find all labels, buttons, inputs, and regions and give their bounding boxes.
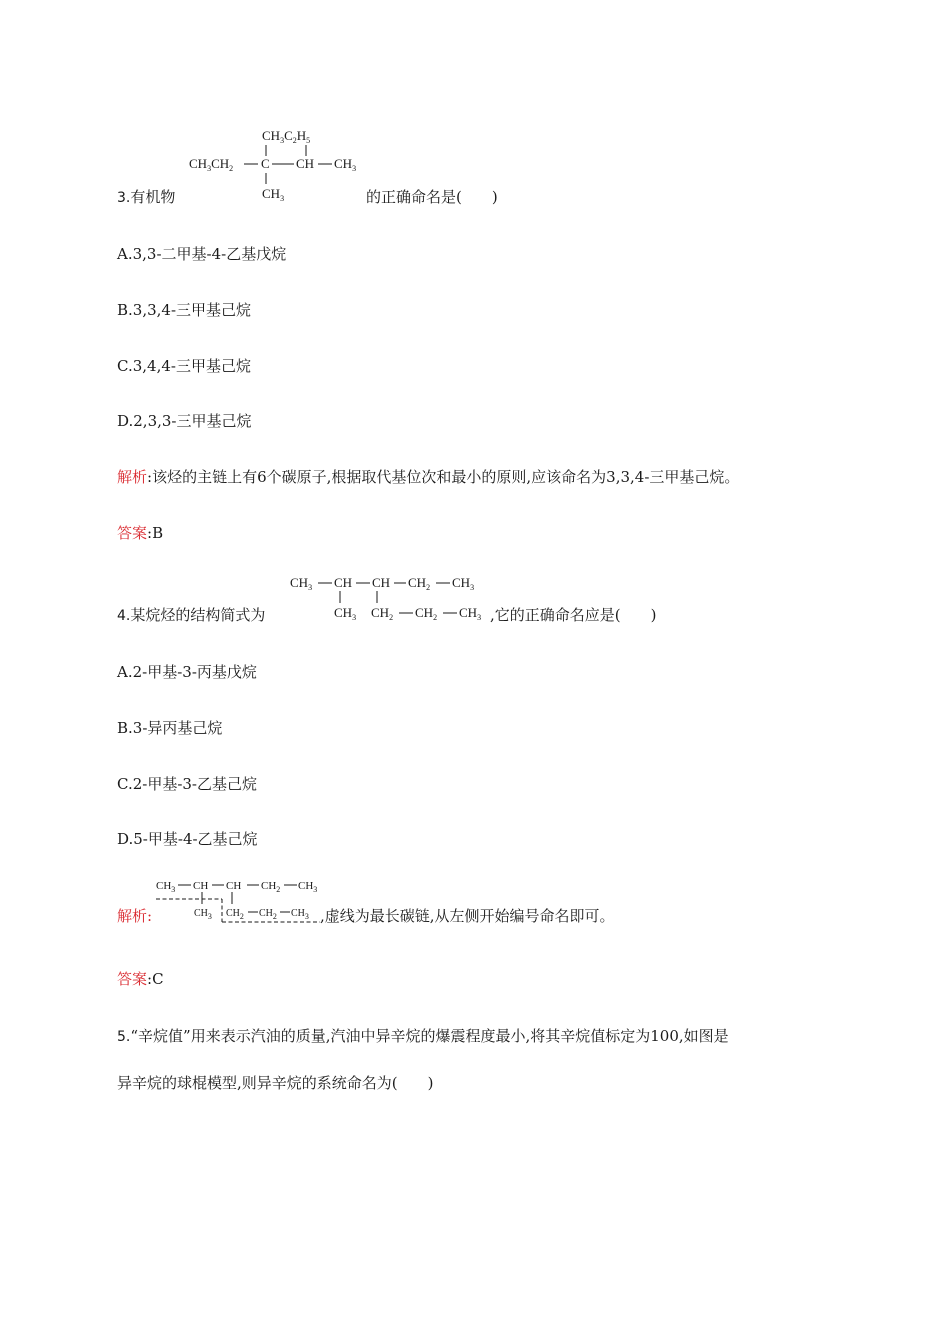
q3-option-b: B.3,3,4-三甲基己烷 xyxy=(117,301,252,319)
q4-answer-text: :C xyxy=(147,970,164,988)
q5-number: 5. xyxy=(117,1029,131,1045)
q4-option-d: D.5-甲基-4-乙基己烷 xyxy=(117,830,258,848)
svg-text:CH2: $CH_2$ xyxy=(371,605,394,622)
q4-analysis-colon: : xyxy=(147,907,153,925)
q4-stem xyxy=(117,605,265,626)
q4-answer xyxy=(117,969,164,989)
svg-text:CH3: $CH_3$ xyxy=(334,156,357,173)
svg-text:CH: CH xyxy=(193,880,209,892)
q4-stem-suffix: ,它的正确命名应是( ) xyxy=(490,606,657,624)
q4-analysis xyxy=(117,906,152,926)
q4-option-a: A.2-甲基-3-丙基戊烷 xyxy=(117,663,257,681)
q4-prefix: 某烷烃的结构简式为 xyxy=(130,606,266,624)
svg-text:CH3: $CH_3$ xyxy=(156,880,176,894)
q5-stem-line2: 异辛烷的球棍模型,则异辛烷的系统命名为( ) xyxy=(117,1074,434,1092)
q5-stem-line1 xyxy=(117,1026,729,1047)
q3-option-d: D.2,3,3-三甲基己烷 xyxy=(117,412,252,430)
q3-prefix: 有机物 xyxy=(130,188,176,206)
q3-structural-formula xyxy=(186,124,366,206)
q4-option-c: C.2-甲基-3-乙基己烷 xyxy=(117,775,258,793)
svg-text:CH3: $CH_3$ xyxy=(194,908,212,921)
svg-text:CH3: $CH_3$ xyxy=(334,605,357,622)
q5-line1-text: “辛烷值”用来表示汽油的质量,汽油中异辛烷的爆震程度最小,将其辛烷值标定为100,如图是 xyxy=(130,1027,729,1045)
q4-option-b: B.3-异丙基己烷 xyxy=(117,719,223,737)
svg-text:CH3: $CH_3$ xyxy=(290,575,313,592)
q4-analysis-label: 解析 xyxy=(117,907,148,925)
svg-text:CH3: $CH_3$ xyxy=(262,186,285,203)
svg-text:CH3CH2: $CH_3CH_2$ xyxy=(189,156,234,173)
svg-text:CH2: $CH_2$ xyxy=(259,908,277,921)
svg-text:CH: CH xyxy=(226,880,242,892)
svg-text:CH3: $CH_3$ xyxy=(459,605,482,622)
svg-text:CH2: $CH_2$ xyxy=(408,575,431,592)
q3-option-c: C.3,4,4-三甲基己烷 xyxy=(117,357,251,375)
q3-analysis-label: 解析 xyxy=(117,468,148,486)
q3-analysis xyxy=(117,467,739,487)
q3-stem-suffix: 的正确命名是( ) xyxy=(366,188,498,206)
svg-text:CH3: $CH_3$ xyxy=(452,575,475,592)
q4-number: 4. xyxy=(117,608,131,624)
svg-text:CH2: $CH_2$ xyxy=(415,605,438,622)
q4-analysis-chain-formula xyxy=(154,874,326,926)
q4-structural-formula xyxy=(288,570,488,626)
svg-text:CH: CH xyxy=(372,575,391,590)
q3-answer-text: :B xyxy=(147,524,164,542)
q4-analysis-text: ,虚线为最长碳链,从左侧开始编号命名即可。 xyxy=(320,907,615,925)
svg-text:CH3C2H5: $CH_3C_2H_5$ xyxy=(262,128,311,145)
svg-text:CH: CH xyxy=(296,156,315,171)
svg-text:CH3: $CH_3$ xyxy=(298,880,318,894)
q4-answer-label: 答案 xyxy=(117,970,148,988)
q3-option-a: A.3,3-二甲基-4-乙基戊烷 xyxy=(117,245,287,263)
q3-number: 3. xyxy=(117,190,131,206)
q3-analysis-text: :该烃的主链上有6个碳原子,根据取代基位次和最小的原则,应该命名为3,3,4-三甲基己烷。 xyxy=(147,468,740,486)
svg-text:CH3: $CH_3$ xyxy=(291,908,309,921)
svg-text:CH: CH xyxy=(334,575,353,590)
q3-answer-label: 答案 xyxy=(117,524,148,542)
svg-text:CH2: $CH_2$ xyxy=(226,908,244,921)
q3-stem xyxy=(117,187,175,208)
q3-answer xyxy=(117,523,163,543)
svg-text:C: C xyxy=(261,156,270,171)
svg-text:CH2: $CH_2$ xyxy=(261,880,281,894)
